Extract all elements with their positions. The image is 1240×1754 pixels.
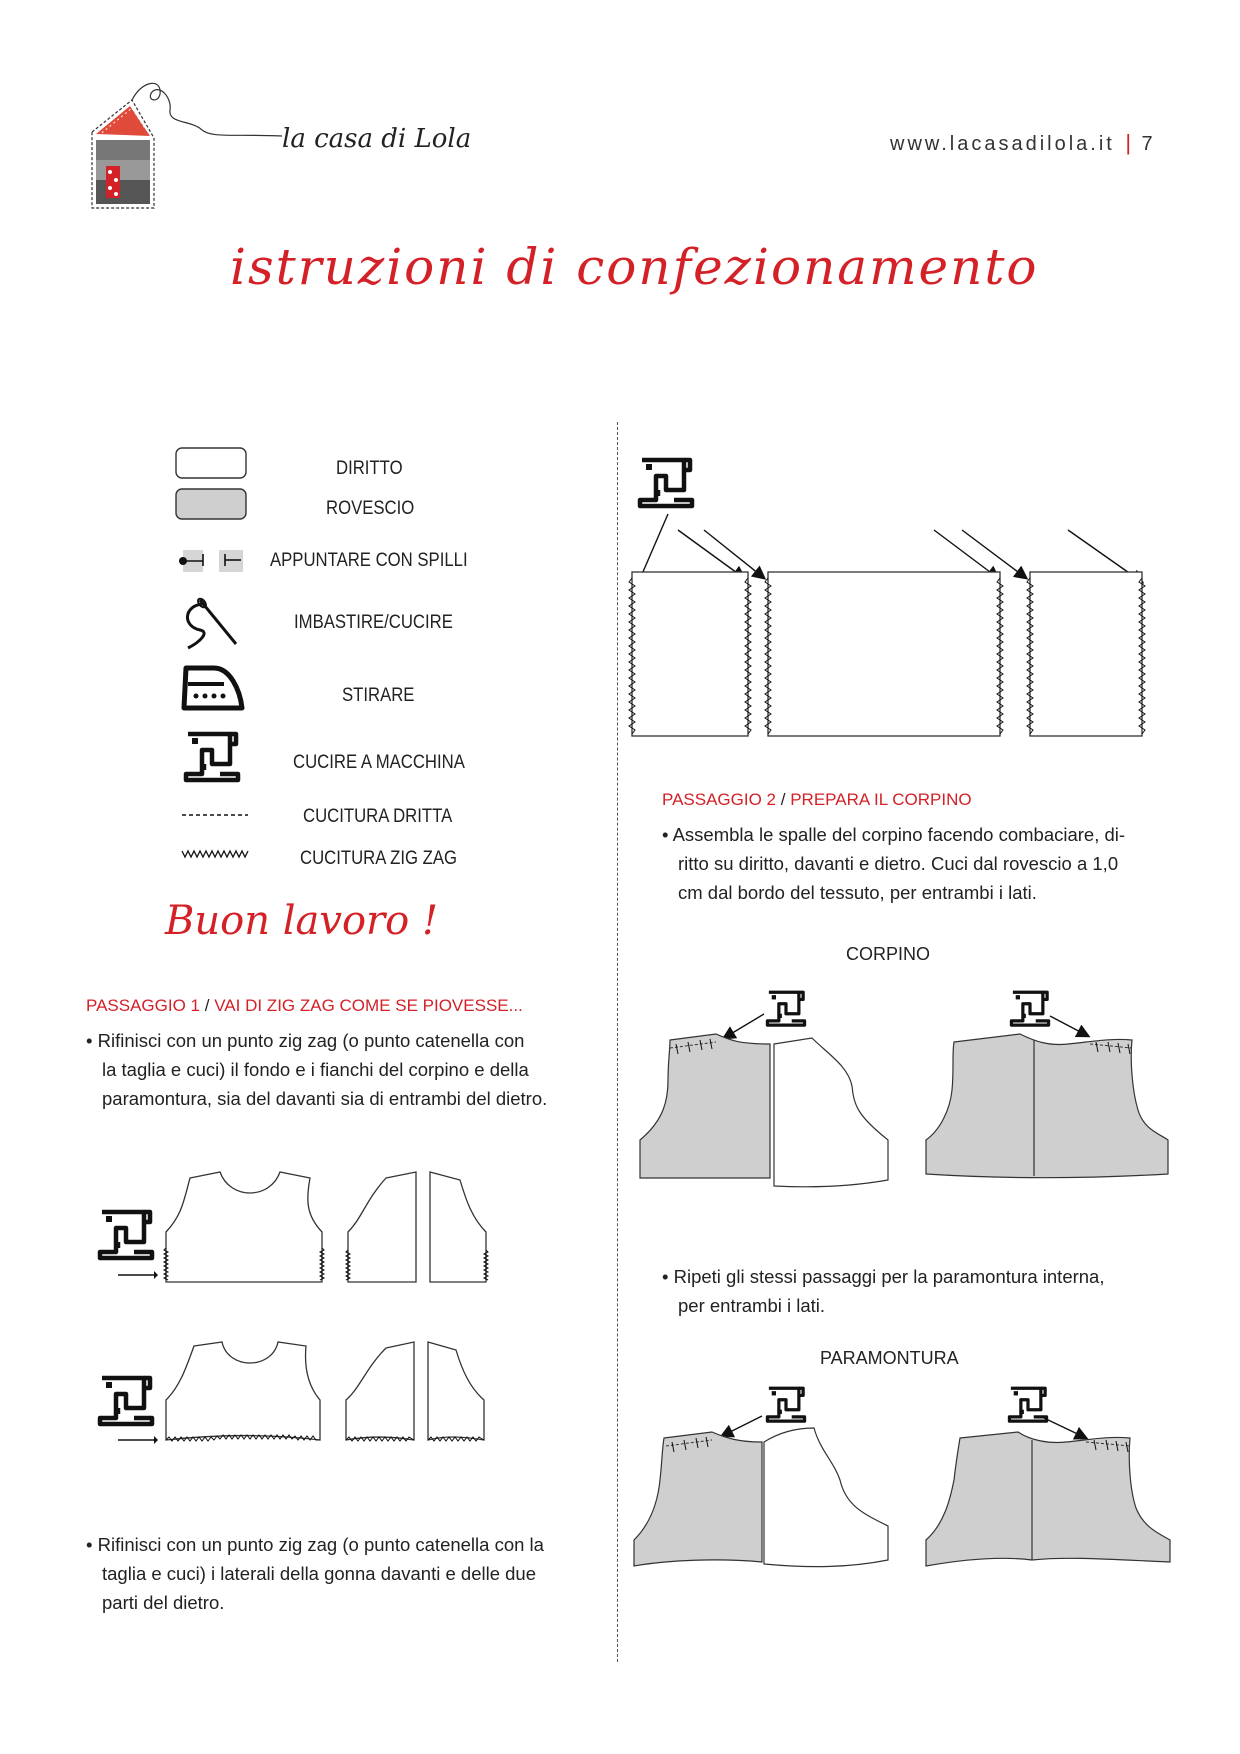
sewing-machine-icon (182, 728, 242, 784)
buon-lavoro-heading: Buon lavoro ! (165, 898, 439, 944)
step1-paragraph-2-line: • Rifinisci con un punto zig zag (o punto catenella con la (86, 1534, 544, 1555)
step1-paragraph-1-line: la taglia e cuci) il fondo e i fianchi del corpino e della (102, 1059, 529, 1080)
step2-heading (662, 790, 972, 810)
legend-label-cucitura-dritta: CUCITURA DRITTA (303, 806, 453, 827)
step1-title: VAI DI ZIG ZAG COME SE PIOVESSE... (214, 996, 523, 1015)
legend-label-rovescio: ROVESCIO (326, 498, 415, 519)
legend-label-diritto: DIRITTO (336, 458, 403, 479)
legend-label-stirare: STIRARE (342, 685, 415, 706)
step1-paragraph-1 (86, 1026, 586, 1113)
zigzag-stitch-icon (182, 849, 248, 859)
header-separator: | (1125, 130, 1132, 155)
iron-icon (180, 664, 244, 712)
skirt-panels-zigzag-figure (626, 510, 1146, 750)
legend-label-imbastire: IMBASTIRE/CUCIRE (294, 612, 453, 633)
step2-paragraph-2-line: per entrambi i lati. (678, 1295, 826, 1316)
step2-paragraph-2-line: • Ripeti gli stessi passaggi per la paramontura interna, (662, 1266, 1105, 1287)
caption-corpino: CORPINO (846, 944, 931, 964)
step1-paragraph-2-line: parti del dietro. (102, 1592, 225, 1613)
paramontura-back-figure (920, 1410, 1170, 1580)
legend-label-cucitura-zigzag: CUCITURA ZIG ZAG (300, 848, 457, 869)
corpino-back-figure (920, 1010, 1170, 1190)
step1-paragraph-2 (86, 1530, 596, 1617)
sewing-machine-icon (636, 454, 696, 510)
right-side-swatch-icon (175, 447, 247, 479)
step1-paragraph-1-line: paramontura, sia del davanti sia di entrambi del dietro. (102, 1088, 548, 1109)
legend-label-cucire-macchina: CUCIRE A MACCHINA (293, 752, 465, 773)
bodice-pieces-zigzag-figure-1 (160, 1170, 580, 1290)
brand-name: la casa di Lola (282, 124, 472, 154)
bodice-pieces-zigzag-figure-2 (160, 1340, 580, 1450)
legend-label-appuntare: APPUNTARE CON SPILLI (270, 550, 468, 571)
arrow-icon (118, 1435, 158, 1445)
wrong-side-swatch-icon (175, 488, 247, 520)
step2-paragraph-1 (662, 820, 1162, 907)
step2-paragraph-1-line: cm dal bordo del tessuto, per entrambi i lati. (678, 882, 1037, 903)
step2-paragraph-2 (662, 1262, 1162, 1320)
needle-thread-icon (180, 596, 240, 652)
step1-heading (86, 996, 523, 1016)
step1-paragraph-1-line: • Rifinisci con un punto zig zag (o punto catenella con (86, 1030, 525, 1051)
page-number: 7 (1141, 133, 1156, 155)
step1-slash: / (204, 996, 210, 1015)
straight-stitch-icon (182, 812, 248, 818)
caption-paramontura: PARAMONTURA (820, 1348, 959, 1368)
step2-paragraph-1-line: ritto su diritto, davanti e dietro. Cuci dal rovescio a 1,0 (678, 853, 1119, 874)
header-website-block (890, 130, 1156, 156)
arrow-icon (118, 1270, 158, 1280)
page-title: istruzioni di confezionamento (230, 238, 1039, 296)
step1-number: PASSAGGIO 1 (86, 996, 201, 1015)
paramontura-front-figure (628, 1410, 898, 1580)
step1-paragraph-2-line: taglia e cuci) i laterali della gonna davanti e delle due (102, 1563, 537, 1584)
corpino-front-figure (634, 1010, 894, 1190)
step2-paragraph-1-line: • Assembla le spalle del corpino facendo combaciare, di- (662, 824, 1126, 845)
step2-number: PASSAGGIO 2 (662, 790, 777, 809)
website-url[interactable]: www.lacasadilola.it (890, 133, 1115, 155)
sewing-machine-icon (96, 1206, 156, 1262)
pin-icon (175, 548, 247, 574)
sewing-machine-icon (96, 1372, 156, 1428)
step2-title: PREPARA IL CORPINO (790, 790, 972, 809)
step2-slash: / (780, 790, 786, 809)
column-divider (617, 422, 618, 1662)
